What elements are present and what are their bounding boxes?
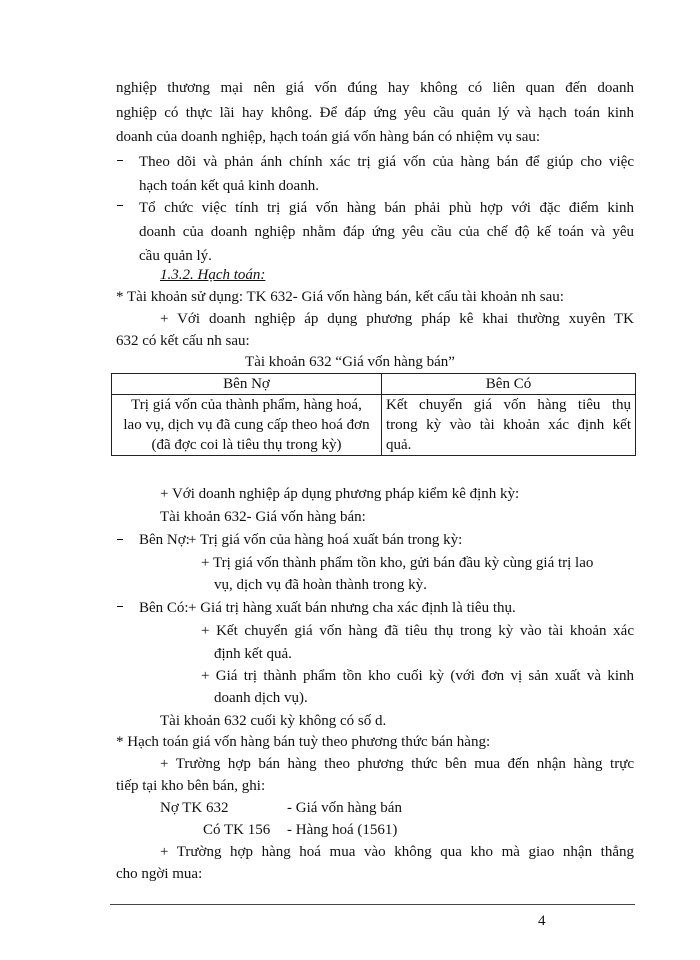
debit-cell-line: Trị giá vốn của thành phẩm, hàng hoá, <box>131 397 362 413</box>
intro-line-1: nghiệp thương mại nên giá vốn đúng hay không có liên quan đến doanh <box>116 80 634 96</box>
credit-side-label: Bên Có: <box>139 600 189 616</box>
footer-divider <box>110 904 635 905</box>
account-used: * Tài khoản sử dụng: TK 632- Giá vốn hàng bán, kết cấu tài khoản nh sau: <box>116 289 564 305</box>
debit-cell <box>112 395 382 456</box>
entry-credit-account: Có TK 156 <box>203 822 271 838</box>
intro-line-2: nghiệp có thực lãi hay không. Để đáp ứng yêu cầu quản lý và hạch toán kinh <box>116 105 634 121</box>
section-heading-text: 1.3.2. Hạch toán: <box>160 267 266 283</box>
duty-2-line-2: doanh của doanh nghiệp nhằm đáp ứng yêu cầu của chế độ kế toán và yêu <box>139 224 634 240</box>
credit-side-item-1: + Giá trị hàng xuất bán nhưng cha xác định là tiêu thụ. <box>188 600 516 616</box>
table-row <box>112 395 636 456</box>
debit-side-item-1: + Trị giá vốn của hàng hoá xuất bán trong kỳ: <box>188 532 463 548</box>
duty-1-line-1: Theo dõi và phản ánh chính xác trị giá vốn của hàng bán để giúp cho việc <box>139 154 634 170</box>
debit-side-item-2-line-1: + Trị giá vốn thành phẩm tồn kho, gửi bán đầu kỳ cùng giá trị lao <box>201 555 594 571</box>
duty-1-line-2: hạch toán kết quả kinh doanh. <box>139 178 319 194</box>
page-number: 4 <box>538 913 546 929</box>
bullet-dash-icon <box>117 606 123 607</box>
credit-side-item-3-line-2: doanh dịch vụ). <box>214 690 308 706</box>
table-header-row <box>112 374 636 395</box>
credit-side-item-3-line-1: + Giá trị thành phẩm tồn kho cuối kỳ (với đơn vị sản xuất và kinh <box>201 668 634 684</box>
no-balance-note: Tài khoản 632 cuối kỳ không có số d. <box>160 713 387 729</box>
table-caption: Tài khoản 632 “Giá vốn hàng bán” <box>245 354 455 370</box>
debit-side-label: Bên Nợ: <box>139 532 190 548</box>
case-2-line-1: + Trường hợp hàng hoá mua vào không qua kho mà giao nhận thẳng <box>160 844 634 860</box>
credit-cell <box>382 395 636 456</box>
debit-side-item-2-line-2: vụ, dịch vụ đã hoàn thành trong kỳ. <box>214 577 427 593</box>
accounting-method: * Hạch toán giá vốn hàng bán tuỳ theo phương thức bán hàng: <box>116 734 491 750</box>
perpetual-line-2: 632 có kết cấu nh sau: <box>116 333 250 349</box>
credit-cell-line: trong kỳ vào tài khoản xác định kết <box>386 417 631 433</box>
credit-side-item-2-line-1: + Kết chuyển giá vốn hàng đã tiêu thụ trong kỳ vào tài khoản xác <box>201 623 634 639</box>
case-1-line-2: tiếp tại kho bên bán, ghi: <box>116 778 266 794</box>
credit-header: Bên Có <box>382 374 636 395</box>
debit-header: Bên Nợ <box>112 374 382 395</box>
bullet-dash-icon <box>117 205 123 206</box>
periodic-account: Tài khoản 632- Giá vốn hàng bán: <box>160 509 366 525</box>
debit-cell-line: lao vụ, dịch vụ đã cung cấp theo hoá đơn <box>123 417 370 433</box>
bullet-dash-icon <box>117 160 123 161</box>
entry-debit-account: Nợ TK 632 <box>160 800 229 816</box>
duty-2-line-1: Tổ chức việc tính trị giá vốn hàng bán phải phù hợp với đặc điểm kinh <box>139 200 634 216</box>
case-2-line-2: cho ngời mua: <box>116 866 203 882</box>
entry-debit-desc: - Giá vốn hàng bán <box>287 800 402 816</box>
credit-side-item-2-line-2: định kết quả. <box>214 646 292 662</box>
section-heading <box>160 265 265 285</box>
periodic-heading: + Với doanh nghiệp áp dụng phương pháp kiểm kê định kỳ: <box>160 486 520 502</box>
duty-2-line-3: cầu quản lý. <box>139 248 212 264</box>
entry-credit-desc: - Hàng hoá (1561) <box>287 822 398 838</box>
credit-cell-line: quả. <box>386 437 412 453</box>
debit-cell-line: (đã đợc coi là tiêu thụ trong kỳ) <box>151 437 342 453</box>
account-632-table <box>111 373 636 456</box>
bullet-dash-icon <box>117 539 123 540</box>
case-1-line-1: + Trường hợp bán hàng theo phương thức bên mua đến nhận hàng trực <box>160 756 634 772</box>
perpetual-line-1: + Với doanh nghiệp áp dụng phương pháp kê khai thường xuyên TK <box>160 311 634 327</box>
intro-line-3: doanh của doanh nghiệp, hạch toán giá vốn hàng bán có nhiệm vụ sau: <box>116 129 541 145</box>
credit-cell-line: Kết chuyển giá vốn hàng tiêu thụ <box>386 397 631 413</box>
